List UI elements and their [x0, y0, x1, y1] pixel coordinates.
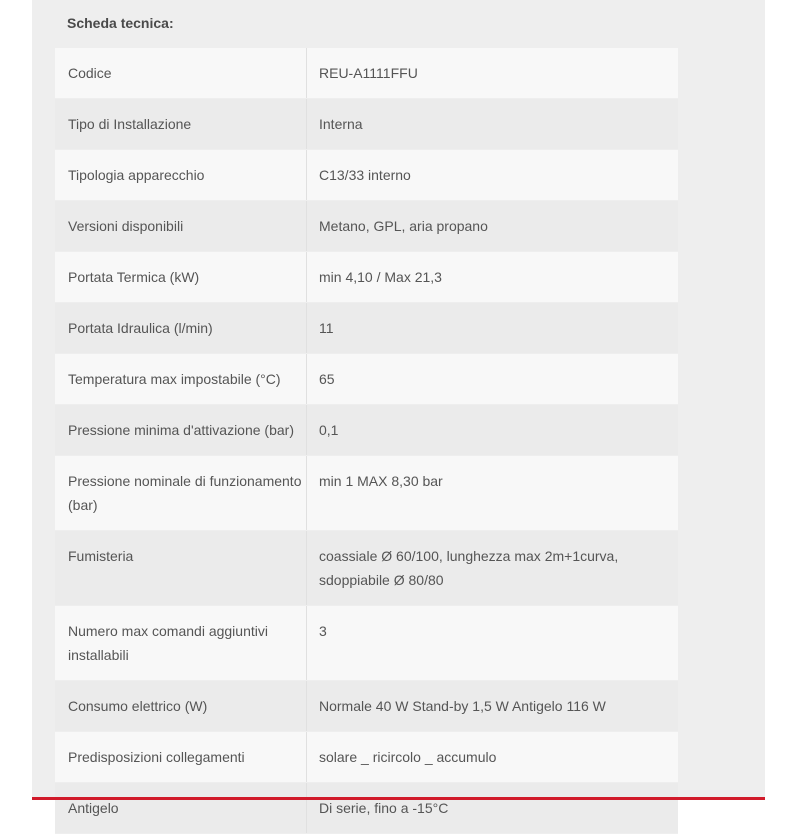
spec-value: 0,1 [319, 422, 339, 438]
spec-panel [32, 0, 765, 816]
spec-value: min 4,10 / Max 21,3 [319, 269, 442, 285]
spec-key: Numero max comandi aggiuntivi installabili [55, 606, 307, 680]
spec-key: Temperatura max impostabile (°C) [55, 354, 307, 404]
spec-key: Pressione minima d'attivazione (bar) [55, 405, 307, 455]
table-row [55, 252, 678, 303]
table-row [55, 732, 678, 783]
table-row [55, 354, 678, 405]
spec-value: 65 [319, 371, 335, 387]
spec-key: Portata Idraulica (l/min) [55, 303, 307, 353]
spec-key: Portata Termica (kW) [55, 252, 307, 302]
spec-key: Tipologia apparecchio [55, 150, 307, 200]
table-row [55, 48, 678, 99]
spec-value: solare _ ricircolo _ accumulo [319, 749, 497, 765]
spec-key: Versioni disponibili [55, 201, 307, 251]
spec-value: Interna [319, 116, 363, 132]
spec-key: Fumisteria [55, 531, 307, 605]
table-row [55, 456, 678, 531]
spec-value: Normale 40 W Stand-by 1,5 W Antigelo 116 W [319, 698, 606, 714]
spec-value: 3 [319, 623, 327, 639]
table-row [55, 303, 678, 354]
table-row [55, 681, 678, 732]
panel-title: Scheda tecnica: [67, 15, 174, 31]
spec-key: Pressione nominale di funzionamento (bar) [55, 456, 307, 530]
spec-value: C13/33 interno [319, 167, 411, 183]
spec-key: Consumo elettrico (W) [55, 681, 307, 731]
spec-key: Tipo di Installazione [55, 99, 307, 149]
spec-table [55, 48, 678, 834]
spec-value: REU-A1111FFU [319, 65, 418, 81]
table-row [55, 405, 678, 456]
spec-key: Codice [55, 48, 307, 98]
spec-key: Predisposizioni collegamenti [55, 732, 307, 782]
table-row [55, 201, 678, 252]
spec-value: min 1 MAX 8,30 bar [319, 473, 443, 489]
table-row [55, 99, 678, 150]
spec-value: Metano, GPL, aria propano [319, 218, 488, 234]
spec-value: Di serie, fino a -15°C [319, 800, 449, 816]
spec-value: 11 [319, 320, 334, 336]
table-row [55, 531, 678, 606]
table-row [55, 606, 678, 681]
table-row [55, 783, 678, 834]
spec-value: coassiale Ø 60/100, lunghezza max 2m+1curva, sdoppiabile Ø 80/80 [319, 548, 619, 588]
spec-key: Antigelo [55, 783, 307, 833]
table-row [55, 150, 678, 201]
